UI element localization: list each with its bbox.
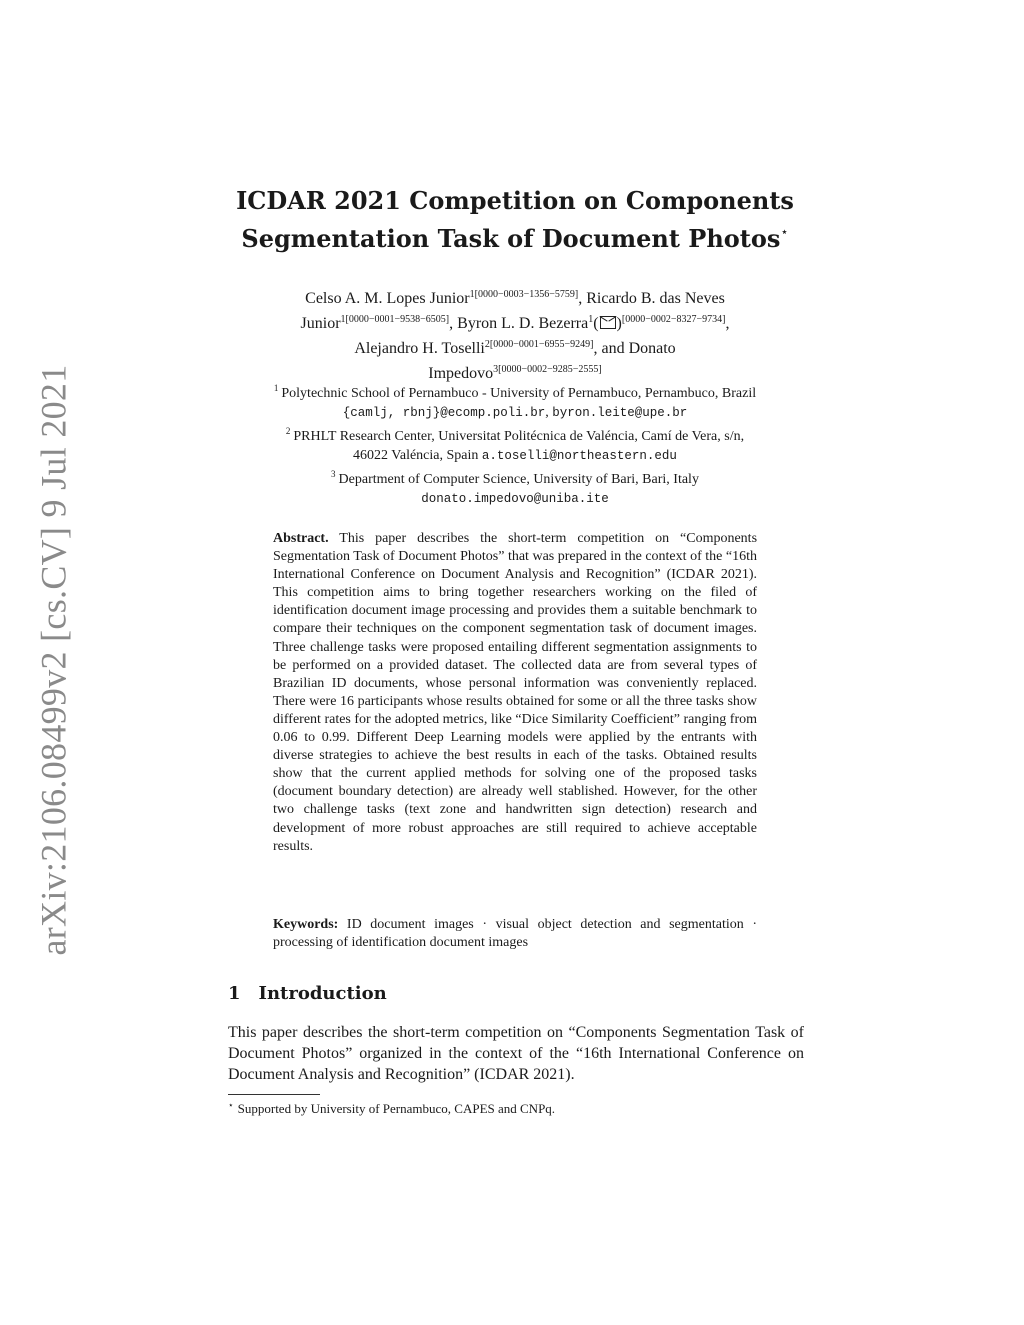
section-number: 1 bbox=[228, 983, 241, 1004]
author-2-name-part2: Junior bbox=[300, 315, 341, 332]
author-5-orcid: 3[0000−0002−9285−2555] bbox=[493, 364, 602, 375]
affiliation-3-number: 3 bbox=[331, 469, 336, 479]
author-line-1: Celso A. M. Lopes Junior$^{1[0000-0003-1356-5759]}$, Ricardo B. das Neves bbox=[305, 289, 725, 307]
title-line-2-text: Segmentation Task of Document Photos bbox=[241, 224, 781, 253]
affiliation-2-line-2 bbox=[220, 447, 810, 466]
footnote-mark: ⋆ bbox=[228, 1100, 234, 1110]
footnote bbox=[228, 1097, 804, 1117]
author-2-name-part1: Ricardo B. das Neves bbox=[586, 290, 725, 307]
author-1-orcid: 1[0000−0003−1356−5759] bbox=[469, 289, 579, 300]
affiliation-3 bbox=[220, 465, 810, 490]
paper-title bbox=[200, 185, 830, 255]
section-title: Introduction bbox=[258, 983, 387, 1004]
section-heading bbox=[228, 983, 387, 1004]
title-line-1: ICDAR 2021 Competition on Components bbox=[236, 186, 794, 215]
arxiv-side-stamp bbox=[34, 364, 74, 956]
author-conjunction: and Donato bbox=[601, 340, 676, 357]
affiliation-2-email[interactable]: a.toselli@northeastern.edu bbox=[481, 448, 677, 463]
affiliation-3-email-line bbox=[220, 490, 810, 509]
author-5-name: Impedovo bbox=[428, 365, 494, 382]
affiliation-1-email-1[interactable]: {camlj, rbnj}@ecomp.poli.br bbox=[342, 405, 546, 420]
affiliation-1-text: Polytechnic School of Pernambuco - University of Pernambuco, Pernambuco, Brazil bbox=[281, 386, 757, 401]
abstract bbox=[273, 530, 757, 856]
author-list bbox=[220, 284, 810, 384]
author-3-affil: 1 bbox=[588, 314, 594, 325]
affiliation-3-text: Department of Computer Science, University of Bari, Bari, Italy bbox=[338, 472, 699, 487]
author-2-orcid: 1[0000−0001−9538−6505] bbox=[340, 314, 450, 325]
author-4-orcid: 2[0000−0001−6955−9249] bbox=[484, 339, 594, 350]
affiliation-1-email-2[interactable]: byron.leite@upe.br bbox=[552, 405, 688, 420]
footnote-text: Supported by University of Pernambuco, CAPES and CNPq. bbox=[237, 1101, 556, 1116]
envelope-icon bbox=[600, 316, 616, 329]
abstract-label: Abstract. bbox=[273, 531, 329, 546]
affiliation-1-emails: {camlj, rbnj}@ecomp.poli.br, byron.leite@upe.br bbox=[342, 404, 688, 420]
affiliation-2-text: PRHLT Research Center, Universitat Politécnica de Valéncia, Camí de Vera, s/n, bbox=[293, 429, 745, 444]
affiliation-2-text-2: 46022 Valéncia, Spain bbox=[353, 447, 479, 463]
author-1-name: Celso A. M. Lopes Junior bbox=[305, 290, 470, 307]
affiliation-3-email[interactable]: donato.impedovo@uniba.ite bbox=[421, 491, 609, 506]
arxiv-identifier: arXiv:2106.08499v2 [cs.CV] 9 Jul 2021 bbox=[34, 364, 74, 956]
abstract-text: This paper describes the short-term competition on “Components Segmentation Task of Document Photos” that was prepared in the context of the “16th International Conference on Document Analysis and Recognition” (ICDAR 2021). This competition aims to bring together researchers working on the filed of identification document image processing and provides them a suitable benchmark to compare their techniques on the component segmentation task of document images. Three challenge tasks were proposed entailing different segmentation assignments to be performed on a provided dataset. The collected data are from several types of Brazilian ID documents, whose personal information was conveniently replaced. There were 16 participants whose results obtained for some or all the three tasks show different rates for the adopted metrics, like “Dice Similarity Coefficient” ranging from 0.06 to 0.99. Different Deep Learning models were applied by the entrants with diverse strategies to achieve the best results in each of the tasks. Obtained results show that the current applied methods for solving one of the proposed tasks (document boundary detection) are already well stablished. However, for the other two challenge tasks (text zone and handwritten sign detection) research and development of more robust approaches are still required to achieve acceptable results. bbox=[273, 531, 758, 854]
keywords-text: ID document images · visual object detection and segmentation · processing of identification document images bbox=[273, 917, 758, 951]
affiliation-2-number: 2 bbox=[285, 426, 291, 436]
title-line-2 bbox=[200, 217, 830, 255]
footnote-rule bbox=[228, 1094, 320, 1095]
author-line-3: Alejandro H. Toselli$^{2[0000-0001-6955-9249]}$, and Donato bbox=[354, 339, 676, 357]
author-3-orcid: [0000−0002−8327−9734] bbox=[621, 314, 726, 325]
author-4-name: Alejandro H. Toselli bbox=[354, 340, 485, 357]
author-3-name: Byron L. D. Bezerra bbox=[457, 315, 589, 332]
affiliation-1-number: 1 bbox=[273, 383, 279, 393]
affiliations bbox=[220, 379, 810, 508]
title-footnote-mark: ⋆ bbox=[780, 225, 789, 240]
keywords bbox=[273, 916, 757, 952]
author-line-2: Junior$^{1[0000-0001-9538-6505]}$, Byron L. D. Bezerra$^1$( )[0000−0002−8327−9734], bbox=[300, 314, 730, 332]
affiliation-2 bbox=[220, 422, 810, 447]
intro-paragraph: This paper describes the short-term competition on “Components Segmentation Task of Document Photos” organized in the context of the “16th International Conference on Document Analysis and Recognition” (ICDAR 2021). bbox=[228, 1024, 804, 1083]
keywords-label: Keywords: bbox=[273, 917, 339, 932]
affiliation-1 bbox=[220, 379, 810, 404]
